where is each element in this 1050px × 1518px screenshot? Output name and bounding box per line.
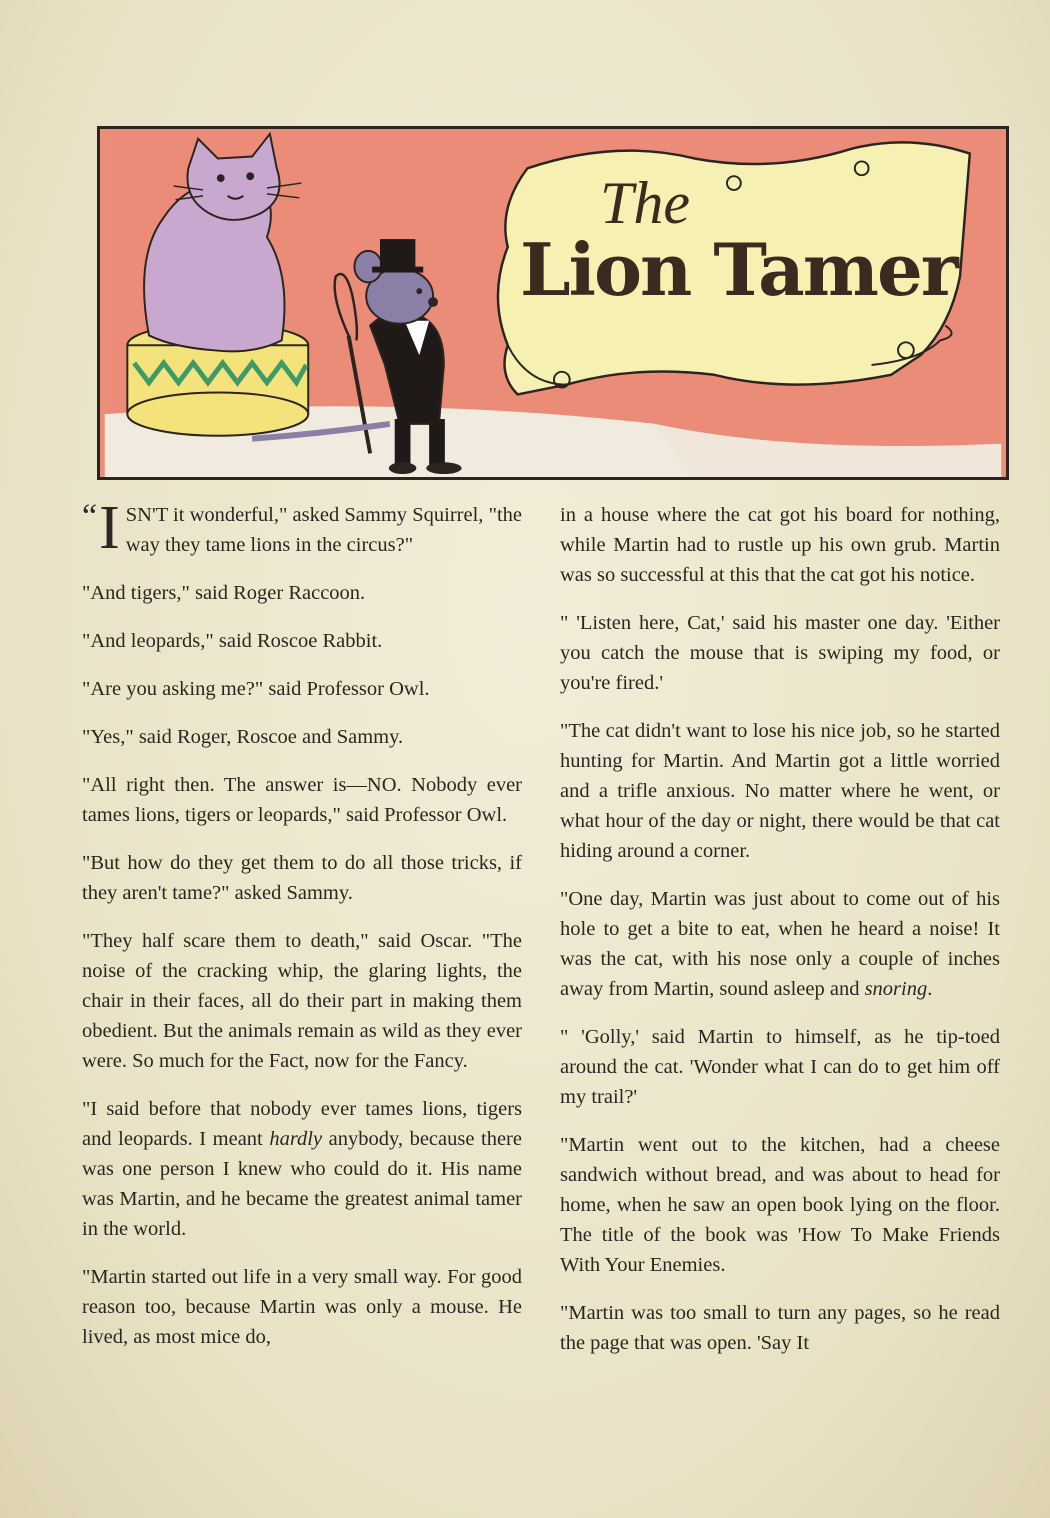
paragraph: in a house where the cat got his board for nothing, while Martin had to rustle up his own grub. Martin was so successful at this that the cat got his notice. (560, 504, 1000, 586)
text-run: "I said before that nobody ever tames lions, tigers and leopards. I meant (82, 1098, 522, 1150)
title-illustration (97, 126, 1009, 480)
paragraph: "Martin went out to the kitchen, had a cheese sandwich without bread, and was about to head for home, when he saw an open book lying on the floor. The title of the book was 'How To Make Friends With Your Enemies. (560, 1134, 1000, 1276)
paragraph: "The cat didn't want to lose his nice job, so he started hunting for Martin. And Martin got a little worried and a trifle anxious. No matter where he went, or what hour of the day or night, there would be that cat hiding around a corner. (560, 720, 1000, 862)
left-column (82, 494, 522, 1370)
paragraph: "And leopards," said Roscoe Rabbit. (82, 630, 383, 652)
paragraph: "Martin started out life in a very small way. For good reason too, because Martin was only a mouse. He lived, as most mice do, (82, 1266, 522, 1348)
paragraph (82, 1094, 522, 1244)
right-column (560, 500, 1000, 1376)
opening-quote: “ (82, 498, 98, 535)
paragraph-text: SN'T it wonderful," asked Sammy Squirrel, "the way they tame lions in the circus?" (125, 504, 522, 556)
paragraph: "And tigers," said Roger Raccoon. (82, 582, 366, 604)
paragraph: "Yes," said Roger, Roscoe and Sammy. (82, 726, 404, 748)
paragraph: " 'Golly,' said Martin to himself, as he tip-toed around the cat. 'Wonder what I can do to get him off my trail?' (560, 1026, 1000, 1108)
paragraph (560, 884, 1000, 1004)
paragraph: "Are you asking me?" said Professor Owl. (82, 678, 430, 700)
emphasis: hardly (269, 1128, 323, 1150)
paragraph: "Martin was too small to turn any pages, so he read the page that was open. 'Say It (560, 1302, 1000, 1354)
drop-cap: I (99, 494, 120, 562)
title-the: The (600, 170, 690, 236)
paragraph (82, 494, 522, 562)
paragraph: "But how do they get them to do all those tricks, if they aren't tame?" asked Sammy. (82, 852, 522, 904)
text-run: . (927, 978, 933, 1000)
title-main: Lion Tamer (520, 227, 957, 312)
text-run: "One day, Martin was just about to come out of his hole to get a bite to eat, when he heard a noise! It was the cat, with his nose only a couple of inches away from Martin, sound asleep and (560, 888, 1000, 1000)
paragraph: " 'Listen here, Cat,' said his master one day. 'Either you catch the mouse that is swiping my food, or you're fired.' (560, 612, 1000, 694)
emphasis: snoring (864, 978, 928, 1000)
paragraph: "They half scare them to death," said Oscar. "The noise of the cracking whip, the glaring lights, the chair in their faces, all do their part in making them obedient. But the animals remain as wild as they ever were. So much for the Fact, now for the Fancy. (82, 930, 522, 1072)
paragraph: "All right then. The answer is—NO. Nobody ever tames lions, tigers or leopards," said Professor Owl. (82, 774, 522, 826)
text-run: anybody, because there was one person I knew who could do it. His name was Martin, and he became the greatest animal tamer in the world. (82, 1128, 522, 1240)
